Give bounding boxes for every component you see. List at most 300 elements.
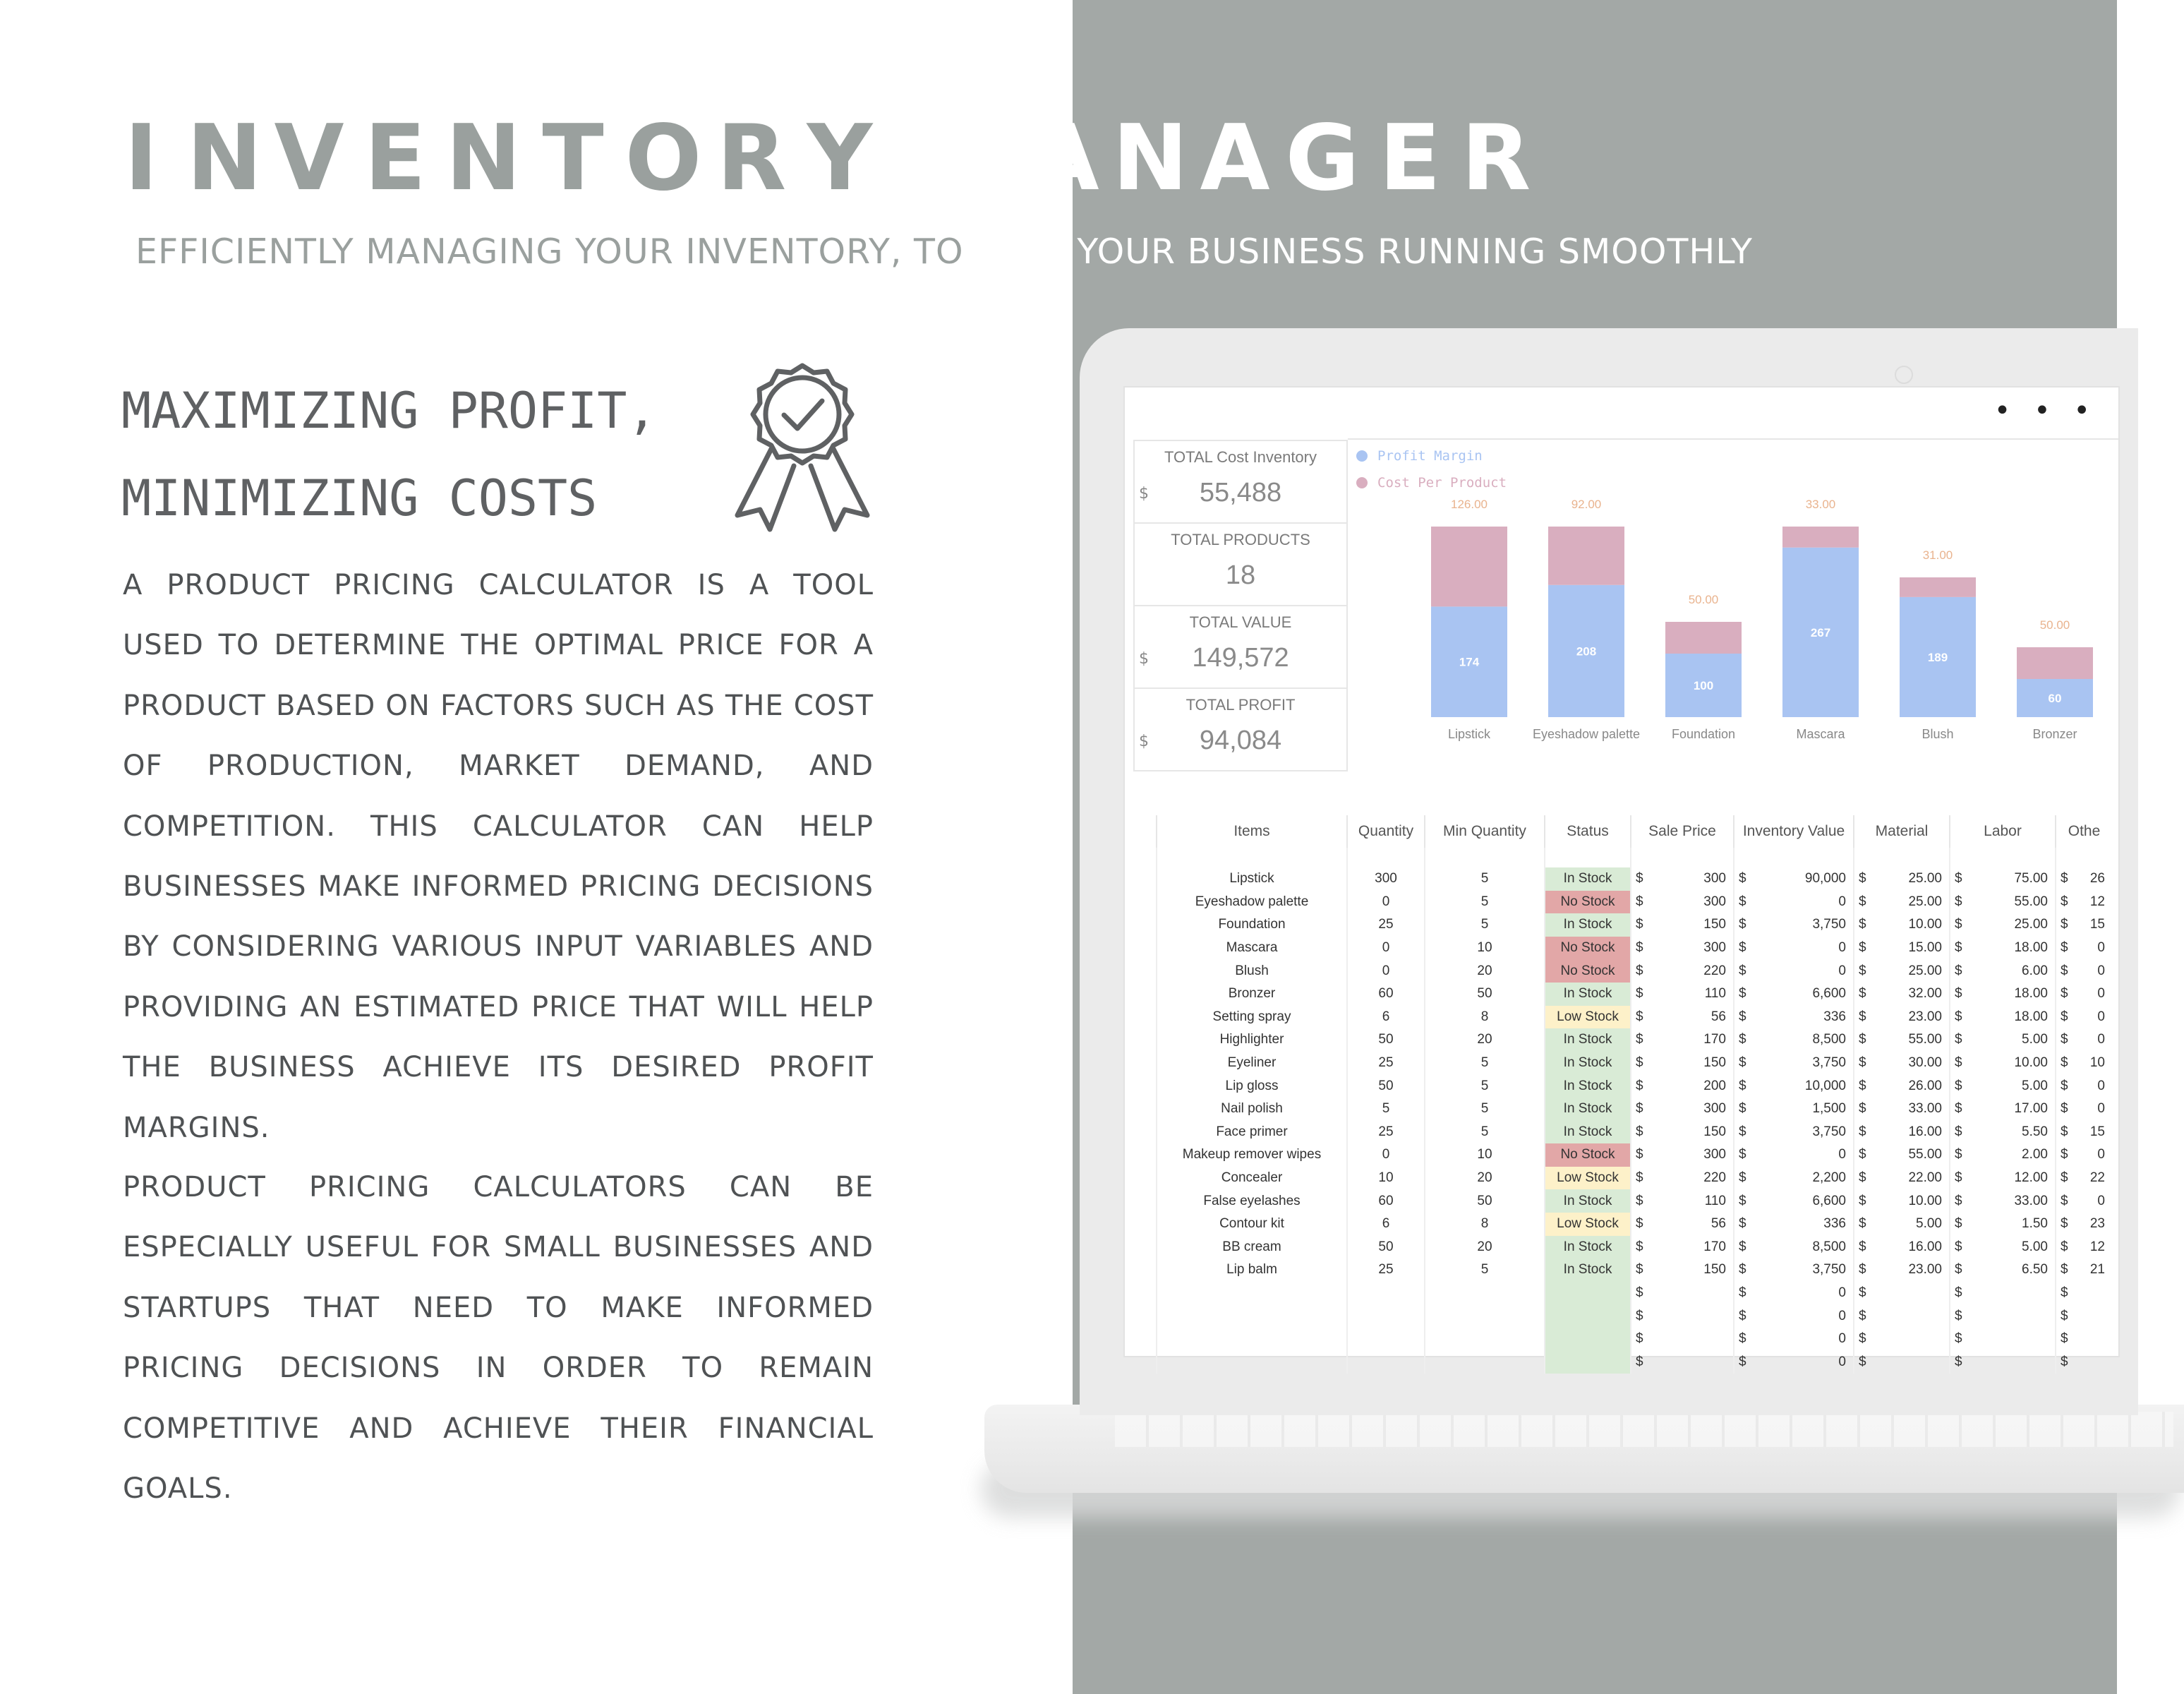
table-row[interactable] xyxy=(1157,913,2112,937)
cell-other[interactable] xyxy=(2056,1098,2112,1121)
cell-material[interactable] xyxy=(1854,913,1950,937)
cell-min-quantity[interactable]: 20 xyxy=(1425,959,1545,983)
cell-status-badge[interactable]: Low Stock xyxy=(1545,1167,1631,1190)
col-header-material[interactable]: Material xyxy=(1854,815,1950,848)
col-header-other[interactable]: Othe xyxy=(2056,815,2112,848)
cell-material[interactable] xyxy=(1854,1189,1950,1213)
cell-min-quantity[interactable]: 20 xyxy=(1425,1236,1545,1259)
cell-status-badge[interactable]: No Stock xyxy=(1545,959,1631,983)
cell-material[interactable] xyxy=(1854,1121,1950,1144)
cell-labor[interactable] xyxy=(1950,1121,2056,1144)
table-row[interactable] xyxy=(1157,1098,2112,1121)
cell-status-badge[interactable] xyxy=(1545,1328,1631,1351)
table-row-empty[interactable] xyxy=(1157,1350,2112,1374)
cell-status-badge[interactable]: Low Stock xyxy=(1545,1006,1631,1029)
cell-material[interactable] xyxy=(1854,1143,1950,1167)
cell-material[interactable] xyxy=(1854,1328,1950,1351)
cell-quantity[interactable]: 25 xyxy=(1347,1121,1425,1144)
cell-min-quantity[interactable]: 20 xyxy=(1425,1167,1545,1190)
table-row[interactable] xyxy=(1157,1236,2112,1259)
cell-labor[interactable] xyxy=(1950,1282,2056,1305)
cell-quantity[interactable]: 0 xyxy=(1347,1143,1425,1167)
cell-item[interactable]: Lip gloss xyxy=(1157,1074,1347,1098)
cell-labor[interactable] xyxy=(1950,1189,2056,1213)
cell-other[interactable] xyxy=(2056,1304,2112,1328)
cell-material[interactable] xyxy=(1854,1350,1950,1374)
cell-material[interactable] xyxy=(1854,959,1950,983)
cell-amount: 300 xyxy=(1703,871,1726,887)
cell-inventory-value[interactable] xyxy=(1734,1236,1854,1259)
cell-min-quantity[interactable]: 10 xyxy=(1425,937,1545,960)
table-row[interactable] xyxy=(1157,1143,2112,1167)
cell-labor[interactable] xyxy=(1950,1052,2056,1075)
cell-item[interactable]: Highlighter xyxy=(1157,1028,1347,1052)
cell-amount: 55.00 xyxy=(1908,1032,1942,1047)
cell-sale-price[interactable] xyxy=(1631,1143,1734,1167)
cell-status-badge[interactable]: No Stock xyxy=(1545,891,1631,914)
cell-inventory-value[interactable] xyxy=(1734,959,1854,983)
table-row[interactable] xyxy=(1157,1259,2112,1282)
cell-item[interactable] xyxy=(1157,1350,1347,1374)
table-row[interactable] xyxy=(1157,959,2112,983)
cell-labor[interactable] xyxy=(1950,1098,2056,1121)
cell-quantity[interactable] xyxy=(1347,1350,1425,1374)
cell-status-badge[interactable]: No Stock xyxy=(1545,937,1631,960)
stat-total-products xyxy=(1133,522,1348,606)
currency-symbol: $ xyxy=(2061,963,2068,978)
cell-labor[interactable] xyxy=(1950,1350,2056,1374)
cell-quantity[interactable]: 60 xyxy=(1347,983,1425,1006)
currency-symbol: $ xyxy=(1739,894,1746,909)
cell-labor[interactable] xyxy=(1950,983,2056,1006)
cell-other[interactable] xyxy=(2056,913,2112,937)
cell-labor[interactable] xyxy=(1950,937,2056,960)
cell-status-badge[interactable]: In Stock xyxy=(1545,1074,1631,1098)
cell-inventory-value[interactable] xyxy=(1734,1121,1854,1144)
cell-inventory-value[interactable] xyxy=(1734,1167,1854,1190)
cell-status-badge[interactable] xyxy=(1545,1304,1631,1328)
cell-sale-price[interactable] xyxy=(1631,1052,1734,1075)
currency-symbol: $ xyxy=(1955,1101,1962,1117)
cell-material[interactable] xyxy=(1854,1236,1950,1259)
cell-item[interactable] xyxy=(1157,1282,1347,1305)
cell-item[interactable] xyxy=(1157,1328,1347,1351)
cell-item[interactable]: Concealer xyxy=(1157,1167,1347,1190)
legend-dot-cost-per-product xyxy=(1356,477,1368,488)
cell-quantity[interactable] xyxy=(1347,1282,1425,1305)
more-dots-icon[interactable]: • • • xyxy=(1993,395,2097,427)
cell-min-quantity[interactable]: 5 xyxy=(1425,1259,1545,1282)
cell-item[interactable] xyxy=(1157,1304,1347,1328)
currency-symbol: $ xyxy=(1636,1170,1643,1186)
cell-inventory-value[interactable] xyxy=(1734,1028,1854,1052)
cell-status-badge[interactable] xyxy=(1545,1282,1631,1305)
cell-amount: 150 xyxy=(1703,1055,1726,1071)
cell-inventory-value[interactable] xyxy=(1734,1143,1854,1167)
currency-symbol: $ xyxy=(1636,1009,1643,1024)
currency-symbol: $ xyxy=(2061,1308,2068,1323)
currency-symbol: $ xyxy=(1636,1124,1643,1139)
cell-item[interactable]: Foundation xyxy=(1157,913,1347,937)
title-letter: E xyxy=(364,106,426,211)
cell-item[interactable]: Makeup remover wipes xyxy=(1157,1143,1347,1167)
cell-other[interactable] xyxy=(2056,1074,2112,1098)
cell-inventory-value[interactable] xyxy=(1734,1213,1854,1236)
cell-min-quantity[interactable]: 20 xyxy=(1425,1028,1545,1052)
cell-item[interactable]: Nail polish xyxy=(1157,1098,1347,1121)
cell-inventory-value[interactable] xyxy=(1734,1098,1854,1121)
cell-other[interactable] xyxy=(2056,1236,2112,1259)
col-header-status[interactable]: Status xyxy=(1545,815,1631,848)
cell-item[interactable]: Mascara xyxy=(1157,937,1347,960)
cell-min-quantity[interactable]: 8 xyxy=(1425,1006,1545,1029)
title-letter: A xyxy=(1029,106,1099,211)
cell-amount: 220 xyxy=(1703,1170,1726,1186)
cell-inventory-value[interactable] xyxy=(1734,1328,1854,1351)
cell-amount: 23 xyxy=(2089,1216,2105,1232)
cell-item[interactable]: Lipstick xyxy=(1157,867,1347,891)
col-header-quantity[interactable]: Quantity xyxy=(1347,815,1425,848)
data-label-cost-per-product: 33.00 xyxy=(1805,498,1836,511)
cell-quantity[interactable]: 0 xyxy=(1347,937,1425,960)
cell-sale-price[interactable] xyxy=(1631,891,1734,914)
cell-inventory-value[interactable] xyxy=(1734,1304,1854,1328)
stat-currency: $ xyxy=(1139,733,1149,750)
cell-sale-price[interactable] xyxy=(1631,1213,1734,1236)
cell-status-badge[interactable]: In Stock xyxy=(1545,1189,1631,1213)
cell-min-quantity[interactable] xyxy=(1425,1282,1545,1305)
cell-inventory-value[interactable] xyxy=(1734,1259,1854,1282)
cell-quantity[interactable]: 6 xyxy=(1347,1213,1425,1236)
cell-other[interactable] xyxy=(2056,1052,2112,1075)
cell-labor[interactable] xyxy=(1950,1167,2056,1190)
cell-material[interactable] xyxy=(1854,867,1950,891)
currency-symbol: $ xyxy=(1636,917,1643,932)
cell-item[interactable]: Eyeliner xyxy=(1157,1052,1347,1075)
table-row[interactable] xyxy=(1157,891,2112,914)
bar-cost-per-product[interactable] xyxy=(1900,577,1976,597)
cell-amount: 6.00 xyxy=(2022,963,2048,978)
cell-item[interactable]: Blush xyxy=(1157,959,1347,983)
cell-quantity[interactable]: 10 xyxy=(1347,1167,1425,1190)
data-label-cost-per-product: 31.00 xyxy=(1922,548,1953,562)
cell-sale-price[interactable] xyxy=(1631,1304,1734,1328)
table-spacer-row xyxy=(1157,848,2112,867)
x-tick-label: Eyeshadow palette xyxy=(1532,727,1641,741)
cell-amount: 5.00 xyxy=(1916,1216,1942,1232)
cell-sale-price[interactable] xyxy=(1631,1006,1734,1029)
cell-sale-price[interactable] xyxy=(1631,1259,1734,1282)
cell-material[interactable] xyxy=(1854,1028,1950,1052)
cell-amount: 22.00 xyxy=(1908,1170,1942,1186)
currency-symbol: $ xyxy=(1636,1239,1643,1254)
cell-sale-price[interactable] xyxy=(1631,1328,1734,1351)
cell-material[interactable] xyxy=(1854,983,1950,1006)
cell-quantity[interactable]: 50 xyxy=(1347,1074,1425,1098)
cell-sale-price[interactable] xyxy=(1631,1236,1734,1259)
title-letter: V xyxy=(274,106,344,211)
cell-labor[interactable] xyxy=(1950,1259,2056,1282)
cell-labor[interactable] xyxy=(1950,959,2056,983)
col-header-labor[interactable]: Labor xyxy=(1950,815,2056,848)
col-header-inventory-value[interactable]: Inventory Value xyxy=(1734,815,1854,848)
cell-material[interactable] xyxy=(1854,1098,1950,1121)
table-row[interactable] xyxy=(1157,1006,2112,1029)
currency-symbol: $ xyxy=(1636,1193,1643,1208)
cell-sale-price[interactable] xyxy=(1631,1098,1734,1121)
cell-amount: 26 xyxy=(2089,871,2105,887)
cell-sale-price[interactable] xyxy=(1631,983,1734,1006)
cell-material[interactable] xyxy=(1854,937,1950,960)
cell-inventory-value[interactable] xyxy=(1734,1006,1854,1029)
currency-symbol: $ xyxy=(1859,1147,1866,1163)
cell-quantity[interactable]: 0 xyxy=(1347,891,1425,914)
table-row[interactable] xyxy=(1157,1052,2112,1075)
title-letter: A xyxy=(1200,106,1270,211)
cell-status-badge[interactable]: Low Stock xyxy=(1545,1213,1631,1236)
cell-inventory-value[interactable] xyxy=(1734,913,1854,937)
table-row-empty[interactable] xyxy=(1157,1304,2112,1328)
cell-sale-price[interactable] xyxy=(1631,1074,1734,1098)
cell-inventory-value[interactable] xyxy=(1734,1350,1854,1374)
data-label-profit-margin: 189 xyxy=(1927,650,1948,664)
cell-quantity[interactable]: 0 xyxy=(1347,959,1425,983)
currency-symbol: $ xyxy=(1739,963,1746,978)
cell-amount: 0 xyxy=(1838,1331,1846,1347)
bar-cost-per-product[interactable] xyxy=(1548,527,1624,585)
cell-min-quantity[interactable]: 8 xyxy=(1425,1213,1545,1236)
cell-amount: 336 xyxy=(1823,1009,1846,1024)
cell-quantity[interactable]: 5 xyxy=(1347,1098,1425,1121)
table-row[interactable] xyxy=(1157,1189,2112,1213)
currency-symbol: $ xyxy=(1739,1216,1746,1232)
cell-material[interactable] xyxy=(1854,1006,1950,1029)
cell-sale-price[interactable] xyxy=(1631,867,1734,891)
table-row[interactable] xyxy=(1157,1167,2112,1190)
cell-min-quantity[interactable]: 10 xyxy=(1425,1143,1545,1167)
cell-other[interactable] xyxy=(2056,959,2112,983)
bar-cost-per-product[interactable] xyxy=(2017,647,2093,679)
table-row[interactable] xyxy=(1157,1028,2112,1052)
cell-sale-price[interactable] xyxy=(1631,1282,1734,1305)
cell-min-quantity[interactable] xyxy=(1425,1350,1545,1374)
cell-sale-price[interactable] xyxy=(1631,1028,1734,1052)
table-row[interactable] xyxy=(1157,1121,2112,1144)
cell-inventory-value[interactable] xyxy=(1734,1052,1854,1075)
currency-symbol: $ xyxy=(1859,1285,1866,1300)
cell-inventory-value[interactable] xyxy=(1734,937,1854,960)
cell-other[interactable] xyxy=(2056,1259,2112,1282)
cell-quantity[interactable] xyxy=(1347,1328,1425,1351)
table-row-empty[interactable] xyxy=(1157,1282,2112,1305)
title-letter: E xyxy=(1379,106,1441,211)
cell-labor[interactable] xyxy=(1950,1028,2056,1052)
currency-symbol: $ xyxy=(2061,1239,2068,1254)
cell-status-badge[interactable]: In Stock xyxy=(1545,1236,1631,1259)
cell-item[interactable]: Eyeshadow palette xyxy=(1157,891,1347,914)
cell-material[interactable] xyxy=(1854,1074,1950,1098)
cell-amount: 6.50 xyxy=(2022,1262,2048,1278)
cell-sale-price[interactable] xyxy=(1631,913,1734,937)
cell-sale-price[interactable] xyxy=(1631,959,1734,983)
legend-label: Cost Per Product xyxy=(1377,475,1507,491)
currency-symbol: $ xyxy=(1955,871,1962,887)
cell-min-quantity[interactable]: 5 xyxy=(1425,1052,1545,1075)
cell-amount: 0 xyxy=(1838,894,1846,909)
cell-quantity[interactable]: 50 xyxy=(1347,1236,1425,1259)
cell-item[interactable]: BB cream xyxy=(1157,1236,1347,1259)
currency-symbol: $ xyxy=(1955,1216,1962,1232)
cell-min-quantity[interactable]: 5 xyxy=(1425,891,1545,914)
currency-symbol: $ xyxy=(1955,894,1962,909)
currency-symbol: $ xyxy=(1739,1285,1746,1300)
table-row-empty[interactable] xyxy=(1157,1328,2112,1351)
bar-cost-per-product[interactable] xyxy=(1782,527,1859,548)
cell-other[interactable] xyxy=(2056,983,2112,1006)
cell-material[interactable] xyxy=(1854,1167,1950,1190)
stat-currency: $ xyxy=(1139,485,1149,503)
currency-symbol: $ xyxy=(1955,963,1962,978)
legend-dot-profit-margin xyxy=(1356,450,1368,462)
cell-amount: 10.00 xyxy=(1908,1193,1942,1208)
cell-labor[interactable] xyxy=(1950,891,2056,914)
cell-quantity[interactable]: 25 xyxy=(1347,913,1425,937)
cell-sale-price[interactable] xyxy=(1631,1121,1734,1144)
cell-status-badge[interactable]: In Stock xyxy=(1545,1052,1631,1075)
cell-labor[interactable] xyxy=(1950,913,2056,937)
cell-other[interactable] xyxy=(2056,891,2112,914)
currency-symbol: $ xyxy=(1739,1124,1746,1139)
cell-amount: 22 xyxy=(2089,1170,2105,1186)
cell-status-badge[interactable]: In Stock xyxy=(1545,1259,1631,1282)
cell-item[interactable]: Face primer xyxy=(1157,1121,1347,1144)
cell-material[interactable] xyxy=(1854,1213,1950,1236)
cell-status-badge[interactable]: In Stock xyxy=(1545,1121,1631,1144)
cell-amount: 10.00 xyxy=(2014,1055,2048,1071)
cell-labor[interactable] xyxy=(1950,1143,2056,1167)
cell-labor[interactable] xyxy=(1950,1328,2056,1351)
data-label-cost-per-product: 50.00 xyxy=(1688,593,1719,606)
cell-material[interactable] xyxy=(1854,891,1950,914)
cell-inventory-value[interactable] xyxy=(1734,983,1854,1006)
bar-cost-per-product[interactable] xyxy=(1431,527,1507,606)
table-row[interactable] xyxy=(1157,983,2112,1006)
cell-inventory-value[interactable] xyxy=(1734,1189,1854,1213)
cell-labor[interactable] xyxy=(1950,1236,2056,1259)
cell-quantity[interactable]: 25 xyxy=(1347,1052,1425,1075)
cell-min-quantity[interactable] xyxy=(1425,1328,1545,1351)
cell-amount: 90,000 xyxy=(1804,871,1846,887)
cell-other[interactable] xyxy=(2056,1189,2112,1213)
cell-quantity[interactable]: 300 xyxy=(1347,867,1425,891)
cell-material[interactable] xyxy=(1854,1052,1950,1075)
bar-cost-per-product[interactable] xyxy=(1665,622,1742,654)
cell-sale-price[interactable] xyxy=(1631,937,1734,960)
cell-sale-price[interactable] xyxy=(1631,1189,1734,1213)
cell-status-badge[interactable]: In Stock xyxy=(1545,1028,1631,1052)
cell-quantity[interactable] xyxy=(1347,1304,1425,1328)
cell-status-badge[interactable] xyxy=(1545,1350,1631,1374)
cell-min-quantity[interactable]: 5 xyxy=(1425,1074,1545,1098)
cell-labor[interactable] xyxy=(1950,1006,2056,1029)
cell-amount: 2.00 xyxy=(2022,1147,2048,1163)
cell-status-badge[interactable]: In Stock xyxy=(1545,867,1631,891)
col-header-min-quantity[interactable]: Min Quantity xyxy=(1425,815,1545,848)
table-row[interactable] xyxy=(1157,937,2112,960)
cell-amount: 5.00 xyxy=(2022,1032,2048,1047)
table-row[interactable] xyxy=(1157,867,2112,891)
cell-sale-price[interactable] xyxy=(1631,1167,1734,1190)
cell-material[interactable] xyxy=(1854,1282,1950,1305)
cell-inventory-value[interactable] xyxy=(1734,891,1854,914)
cell-item[interactable]: False eyelashes xyxy=(1157,1189,1347,1213)
col-header-items[interactable]: Items xyxy=(1157,815,1347,848)
cell-other[interactable] xyxy=(2056,1028,2112,1052)
cell-min-quantity[interactable]: 5 xyxy=(1425,1121,1545,1144)
cell-status-badge[interactable]: In Stock xyxy=(1545,983,1631,1006)
col-header-sale-price[interactable]: Sale Price xyxy=(1631,815,1734,848)
cell-other[interactable] xyxy=(2056,1167,2112,1190)
cell-other[interactable] xyxy=(2056,1143,2112,1167)
currency-symbol: $ xyxy=(1955,1308,1962,1323)
cell-item[interactable]: Bronzer xyxy=(1157,983,1347,1006)
cell-labor[interactable] xyxy=(1950,1213,2056,1236)
cell-amount: 150 xyxy=(1703,917,1726,932)
table-row[interactable] xyxy=(1157,1074,2112,1098)
cell-quantity[interactable]: 6 xyxy=(1347,1006,1425,1029)
cell-other[interactable] xyxy=(2056,1350,2112,1374)
cell-item[interactable]: Lip balm xyxy=(1157,1259,1347,1282)
cell-other[interactable] xyxy=(2056,1006,2112,1029)
cell-labor[interactable] xyxy=(1950,1304,2056,1328)
currency-symbol: $ xyxy=(1636,1101,1643,1117)
cell-status-badge[interactable]: No Stock xyxy=(1545,1143,1631,1167)
currency-symbol: $ xyxy=(2061,1101,2068,1117)
cell-material[interactable] xyxy=(1854,1304,1950,1328)
cell-min-quantity[interactable]: 50 xyxy=(1425,1189,1545,1213)
cell-min-quantity[interactable]: 50 xyxy=(1425,983,1545,1006)
currency-symbol: $ xyxy=(1859,1101,1866,1117)
cell-status-badge[interactable]: In Stock xyxy=(1545,1098,1631,1121)
cell-quantity[interactable]: 60 xyxy=(1347,1189,1425,1213)
cell-item[interactable]: Setting spray xyxy=(1157,1006,1347,1029)
cell-min-quantity[interactable]: 5 xyxy=(1425,1098,1545,1121)
cell-status-badge[interactable]: In Stock xyxy=(1545,913,1631,937)
cell-other[interactable] xyxy=(2056,1121,2112,1144)
cell-labor[interactable] xyxy=(1950,1074,2056,1098)
cell-inventory-value[interactable] xyxy=(1734,1282,1854,1305)
cell-inventory-value[interactable] xyxy=(1734,1074,1854,1098)
cell-other[interactable] xyxy=(2056,1282,2112,1305)
cell-item[interactable]: Contour kit xyxy=(1157,1213,1347,1236)
currency-symbol: $ xyxy=(2061,1285,2068,1300)
cell-other[interactable] xyxy=(2056,937,2112,960)
cell-min-quantity[interactable]: 5 xyxy=(1425,913,1545,937)
cell-quantity[interactable]: 50 xyxy=(1347,1028,1425,1052)
cell-inventory-value[interactable] xyxy=(1734,867,1854,891)
cell-quantity[interactable]: 25 xyxy=(1347,1259,1425,1282)
cell-other[interactable] xyxy=(2056,867,2112,891)
cell-material[interactable] xyxy=(1854,1259,1950,1282)
cell-labor[interactable] xyxy=(1950,867,2056,891)
table-row[interactable] xyxy=(1157,1213,2112,1236)
cell-other[interactable] xyxy=(2056,1213,2112,1236)
cell-other[interactable] xyxy=(2056,1328,2112,1351)
cell-min-quantity[interactable]: 5 xyxy=(1425,867,1545,891)
cell-sale-price[interactable] xyxy=(1631,1350,1734,1374)
cell-min-quantity[interactable] xyxy=(1425,1304,1545,1328)
cell-amount: 170 xyxy=(1703,1239,1726,1254)
